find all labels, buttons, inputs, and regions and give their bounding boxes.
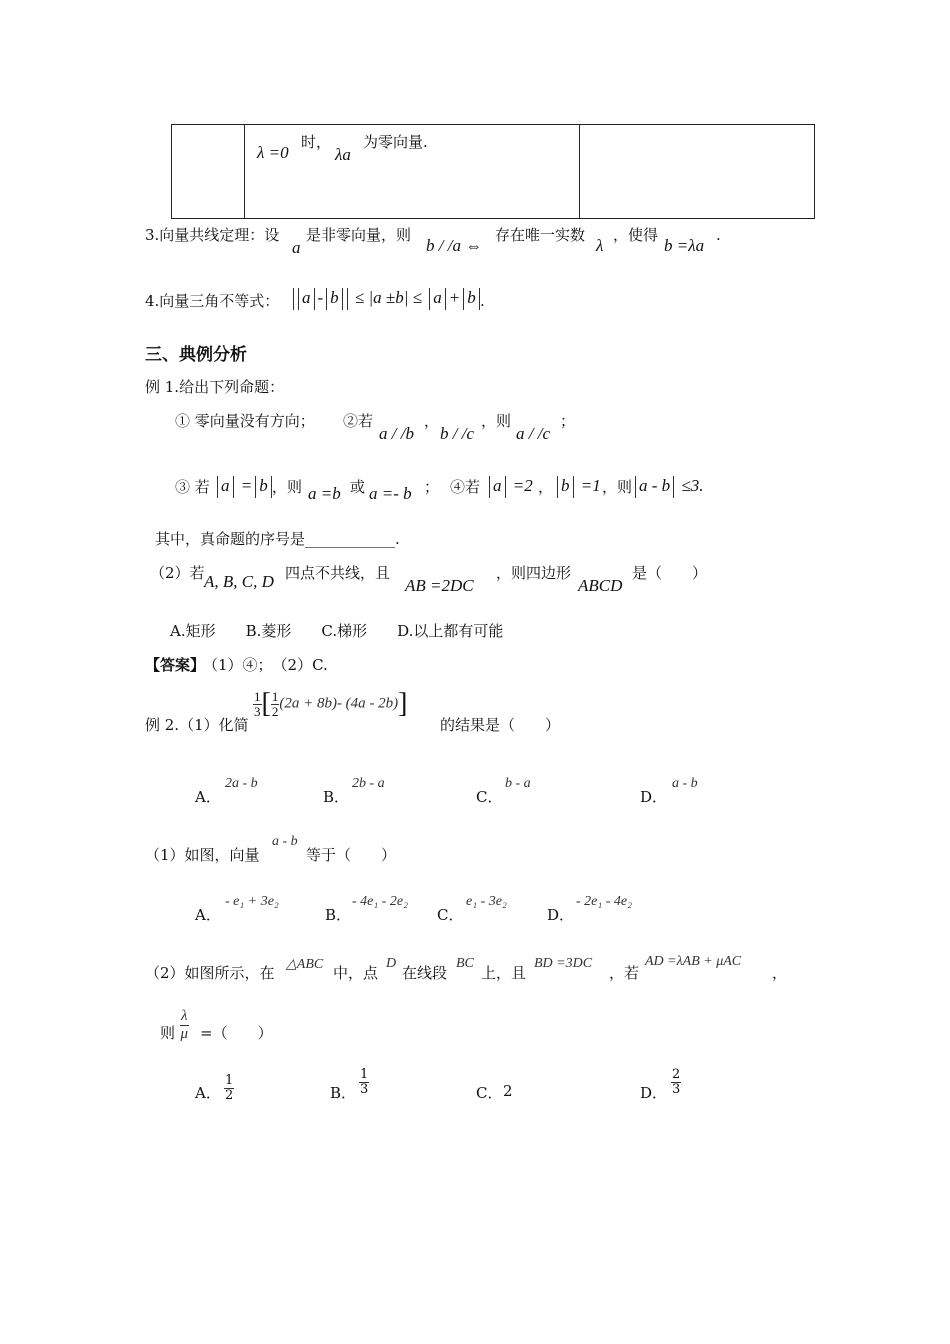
proposition-4-f3: ≤3: [681, 476, 700, 495]
theorem3-text2: 存在唯一实数: [495, 226, 586, 244]
final-opt-b: $\frac{1}{3}$: [360, 1067, 369, 1097]
proposition-3-then: ，则: [272, 478, 303, 496]
table-cell-3: [580, 125, 815, 219]
ex2-q2-eq1: BD =3DC: [534, 956, 593, 971]
q2-text3: 是（ ）: [632, 564, 708, 582]
ex2-q2-triangle: △ABC: [286, 957, 324, 972]
theorem4-end: .: [480, 292, 485, 310]
final-opt-d-letter: D．: [640, 1084, 668, 1102]
q1-opt-a: - e₁ + 3e₂: [225, 894, 279, 909]
proposition-4-cond3: a - b ≤3.: [632, 476, 704, 498]
q1-opt-b: - 4e₁ - 2e₂: [352, 894, 408, 909]
final-opt-c: 2: [503, 1082, 513, 1100]
ex2-q2-eq2: AD =λAB + μAC: [645, 954, 742, 969]
q1-opt-b-letter: B．: [325, 906, 352, 924]
final-opt-a-letter: A．: [195, 1084, 221, 1102]
ex2-opt-d-letter: D．: [640, 788, 668, 806]
final-opt-a: $\frac{1}{2}$: [225, 1073, 234, 1103]
proposition-2-f2: b / /c: [440, 424, 474, 443]
proposition-2-then: ，则: [481, 412, 512, 430]
when-text: 时，: [301, 133, 332, 151]
theorem3-end: .: [716, 226, 721, 244]
simplify-expression: $\frac{1}{3}$ [ $\frac{1}{2}$ (2a + 8b)- (4a - 2b)]: [254, 688, 408, 719]
proposition-4-f1: =2: [512, 476, 533, 495]
zero-vector-text: 为零向量.: [363, 133, 428, 151]
proposition-3-f1: a =b: [308, 484, 341, 503]
answer-text: （1）④； （2）C.: [203, 656, 328, 674]
semicolon: ；: [560, 412, 576, 430]
example2-title: 例 2.（1）化简: [145, 716, 249, 734]
q2-label: （2）若: [150, 564, 205, 582]
ex2-q1-text: 等于（ ）: [306, 846, 397, 864]
theorem3-a: a: [292, 238, 301, 257]
ex2-q1-label: （1）如图，向量: [145, 846, 260, 864]
ex2-q1-formula: a - b: [272, 834, 298, 849]
final-opt-c-letter: C．: [476, 1084, 503, 1102]
ex2-q2-label: （2）如图所示，在: [145, 964, 275, 982]
triangle-inequality-middle: ≤ |a ±b| ≤: [354, 288, 423, 307]
ex2-q2-eqsign: =（ ）: [200, 1024, 273, 1042]
comma-2: ，: [538, 478, 554, 496]
ex2-opt-b: 2b - a: [352, 776, 385, 791]
q1-opt-d: - 2e₁ - 4e₂: [576, 894, 632, 909]
semicolon-2: ；: [424, 478, 440, 496]
theorem3-text1: 是非零向量，则: [306, 226, 412, 244]
proposition-4-label: ④若: [450, 478, 481, 496]
theorem3-equation: b =λa: [664, 236, 705, 255]
q2-points: A, B, C, D: [204, 572, 274, 591]
ex2-q2-bc: BC: [456, 956, 474, 971]
proposition-4-f2: =1: [580, 476, 601, 495]
q2-abcd: ABCD: [578, 576, 623, 595]
lambda-zero-formula: λ =0: [257, 143, 289, 162]
theorem3-label: 3.向量共线定理：设: [145, 226, 280, 244]
proposition-4-then: ，则: [602, 478, 633, 496]
q2-text2: ，则四边形: [496, 564, 572, 582]
q1-opt-c: e₁ - 3e₂: [466, 894, 507, 909]
simplify-inner: (2a + 8b)- (4a - 2b): [279, 695, 399, 712]
lambda-over-mu: $\frac{\lambda}{\mu}$: [180, 1008, 189, 1042]
ex2-q2-text1: 中，点: [333, 964, 379, 982]
ex2-opt-a-letter: A．: [195, 788, 221, 806]
ex2-q2-text4: ，若: [609, 964, 640, 982]
proposition-3-or: 或: [350, 478, 366, 496]
example2-suffix: 的结果是（ ）: [440, 716, 561, 734]
q2-options: A.矩形 B.菱形 C.梯形 D.以上都有可能: [170, 622, 504, 640]
lambda-a-formula: λa: [335, 145, 351, 164]
theorem3-lambda: λ: [596, 236, 604, 255]
proposition-2-label: ②若: [343, 412, 374, 430]
proposition-1: ① 零向量没有方向；: [175, 412, 315, 430]
theorem4-label: 4.向量三角不等式：: [145, 292, 280, 310]
ex2-opt-c: b - a: [505, 776, 531, 791]
property-table: [171, 124, 815, 219]
triangle-inequality: a - b ≤ |a ±b| ≤ a + b: [290, 288, 483, 310]
q2-text1: 四点不共线，且: [285, 564, 391, 582]
ex2-q2-d: D: [386, 956, 397, 971]
final-opt-d: $\frac{2}{3}$: [672, 1067, 681, 1097]
comma: ，: [424, 412, 440, 430]
final-opt-b-letter: B．: [330, 1084, 357, 1102]
proposition-3-cond: a = b: [214, 476, 275, 498]
example1-title: 例 1.给出下列命题：: [145, 378, 285, 396]
table-cell-2: [245, 125, 580, 219]
ex2-opt-b-letter: B．: [323, 788, 350, 806]
proposition-4-cond1: a =2: [486, 476, 533, 498]
answer-label: 【答案】: [145, 656, 206, 674]
theorem3-formula: b / /a ⇔: [426, 236, 483, 255]
proposition-3-f2: a =- b: [369, 484, 412, 503]
q1-opt-c-letter: C．: [437, 906, 464, 924]
ex2-opt-c-letter: C．: [476, 788, 503, 806]
theorem3-text3: ，使得: [613, 226, 659, 244]
q1-opt-a-letter: A．: [195, 906, 221, 924]
proposition-4-cond2: b =1: [554, 476, 601, 498]
ex2-q2-text2: 在线段: [402, 964, 448, 982]
section-title: 三、典例分析: [145, 345, 247, 365]
proposition-2-f1: a / /b: [379, 424, 414, 443]
ex2-opt-a: 2a - b: [225, 776, 258, 791]
q1-opt-d-letter: D．: [547, 906, 575, 924]
ex2-q2-text5: ，: [772, 964, 788, 982]
proposition-2-f3: a / /c: [516, 424, 550, 443]
proposition-3-label: ③ 若: [175, 478, 210, 496]
table-cell-1: [172, 125, 245, 219]
ex2-q2-text3: 上，且: [481, 964, 527, 982]
q2-equation: AB =2DC: [405, 576, 474, 595]
ex2-opt-d: a - b: [672, 776, 698, 791]
question-text: 其中，真命题的序号是____________.: [155, 530, 400, 548]
ex2-q2-then: 则: [160, 1024, 176, 1042]
